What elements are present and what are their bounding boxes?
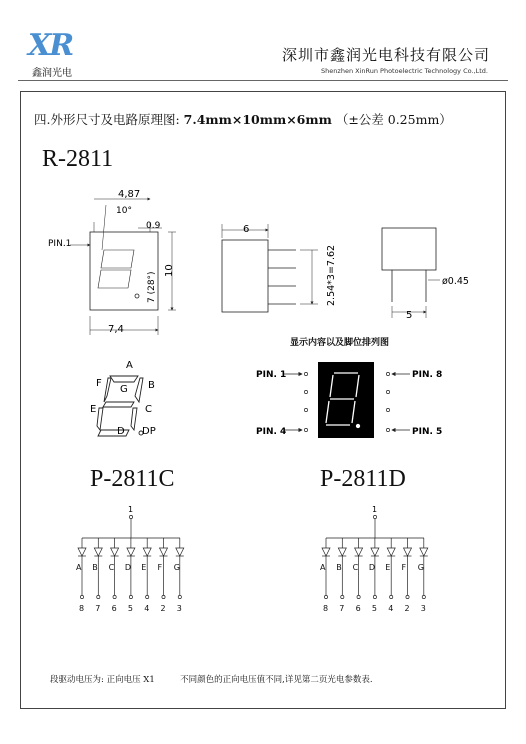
footer-note-left: 段驱动电压为: 正向电压 X1 — [50, 675, 155, 685]
circuit-d-segment-label: E — [385, 563, 391, 572]
pin-label-8: PIN. 8 — [412, 370, 443, 380]
circuit-d-pin-number: 7 — [339, 604, 345, 613]
dim-10deg: 10° — [116, 206, 132, 216]
circuit-c-segment-label: A — [76, 563, 82, 572]
circuit-c-pin-number: 6 — [111, 604, 117, 613]
circuit-d-diode-g — [420, 548, 428, 556]
circuit-c-common-pin: 1 — [128, 505, 134, 514]
dim-09: 0.9 — [146, 221, 161, 231]
circuit-d-segment-label: F — [401, 563, 407, 572]
company-logo-text: 鑫润光电 — [32, 68, 72, 79]
circuit-d-segment-label: C — [352, 563, 359, 572]
circuit-c-segment-label: G — [173, 563, 181, 572]
circuit-c-pin-number: 2 — [160, 604, 166, 613]
segment-label-d: D — [117, 426, 125, 437]
pin-diagram-title: 显示内容以及脚位排列图 — [290, 338, 390, 348]
circuit-c-diode-d — [127, 548, 135, 556]
dim-6: 6 — [243, 224, 250, 235]
circuit-d-pin-terminal — [357, 595, 360, 598]
pin-label-4: PIN. 4 — [256, 427, 287, 437]
circuit-c-pin-terminal — [146, 595, 149, 598]
segment-label-f: F — [96, 378, 102, 389]
dim-28: 7 (28°) — [147, 271, 157, 303]
circuit-c-pin-number: 7 — [95, 604, 101, 613]
circuit-c-diode-a — [78, 548, 86, 556]
circuit-c-pin-terminal — [162, 595, 165, 598]
pin1-label: PIN.1 — [48, 239, 72, 249]
circuit-c-pin-terminal — [178, 595, 181, 598]
circuit-c-pin-number: 3 — [176, 604, 182, 613]
circuit-d-pin-number: 4 — [388, 604, 394, 613]
circuit-d-diode-c — [355, 548, 363, 556]
model-title-common-anode: P-2811C — [90, 466, 175, 492]
circuit-c-diode-f — [160, 548, 168, 556]
dim-74: 7,4 — [108, 324, 124, 335]
circuit-d-segment-label: G — [417, 563, 425, 572]
circuit-d-pin-terminal — [422, 595, 425, 598]
dim-5: 5 — [406, 310, 413, 321]
section-title-tolerance: （±公差 0.25mm） — [335, 112, 452, 127]
circuit-d-diode-b — [338, 548, 346, 556]
dim-045: ø0.45 — [442, 276, 469, 287]
dim-pitch: 2.54*3=7.62 — [326, 244, 337, 306]
circuit-d-pin-terminal — [390, 595, 393, 598]
company-logo-mark: XR — [28, 28, 73, 63]
top-view — [382, 228, 440, 318]
circuit-common-cathode — [322, 515, 428, 598]
dim-10: 10 — [164, 264, 175, 277]
pin-arrangement — [284, 362, 410, 438]
circuit-c-diode-e — [143, 548, 151, 556]
company-name-cn: 深圳市鑫润光电科技有限公司 — [281, 46, 490, 64]
circuit-d-diode-a — [322, 548, 330, 556]
segment-label-g: G — [120, 384, 128, 395]
circuit-c-segment-label: C — [108, 563, 115, 572]
circuit-c-segment-label: B — [92, 563, 98, 572]
circuit-d-segment-label: D — [368, 563, 376, 572]
segment-label-e: E — [90, 404, 97, 415]
circuit-c-pin-number: 4 — [144, 604, 150, 613]
model-title: R-2811 — [42, 146, 114, 172]
circuit-c-segment-label: F — [157, 563, 163, 572]
front-view — [70, 199, 176, 335]
circuit-c-segment-label: D — [124, 563, 132, 572]
section-title-prefix: 四.外形尺寸及电路原理图: — [34, 112, 184, 127]
circuit-common-anode — [78, 515, 184, 598]
circuit-d-common-pin: 1 — [372, 505, 378, 514]
circuit-c-pin-terminal — [80, 595, 83, 598]
circuit-d-pin-terminal — [324, 595, 327, 598]
circuit-c-pin-number: 5 — [127, 604, 133, 613]
segment-label-b: B — [148, 380, 155, 391]
side-view — [222, 224, 318, 312]
circuit-d-diode-d — [371, 548, 379, 556]
circuit-c-pin-terminal — [129, 595, 132, 598]
segment-label-dp: DP — [142, 426, 156, 437]
segment-label-c: C — [145, 404, 152, 415]
circuit-d-diode-e — [387, 548, 395, 556]
circuit-d-pin-number: 5 — [371, 604, 377, 613]
pin-label-1: PIN. 1 — [256, 370, 287, 380]
circuit-c-pin-number: 8 — [79, 604, 85, 613]
footer-note-right: 不同颜色的正向电压值不同,详见第二页光电参数表. — [180, 675, 373, 685]
section-title-dims: 7.4mm×10mm×6mm — [183, 112, 332, 127]
dim-487: 4,87 — [118, 189, 141, 200]
circuit-d-segment-label: A — [320, 563, 326, 572]
circuit-d-segment-label: B — [336, 563, 342, 572]
pin-label-5: PIN. 5 — [412, 427, 443, 437]
circuit-c-pin-terminal — [113, 595, 116, 598]
circuit-c-diode-b — [94, 548, 102, 556]
circuit-d-pin-number: 3 — [420, 604, 426, 613]
circuit-d-pin-number: 6 — [355, 604, 361, 613]
circuit-c-segment-label: E — [141, 563, 147, 572]
circuit-d-pin-number: 8 — [323, 604, 329, 613]
circuit-c-diode-g — [176, 548, 184, 556]
model-title-common-cathode: P-2811D — [320, 466, 406, 492]
circuit-c-pin-terminal — [97, 595, 100, 598]
company-name-en: Shenzhen XinRun Photoelectric Technology Co.,Ltd. — [321, 67, 488, 75]
circuit-d-diode-f — [404, 548, 412, 556]
circuit-d-pin-number: 2 — [404, 604, 410, 613]
circuit-d-pin-terminal — [373, 595, 376, 598]
circuit-d-pin-terminal — [406, 595, 409, 598]
segment-label-a: A — [126, 360, 133, 371]
footer-note — [50, 673, 373, 685]
circuit-d-pin-terminal — [341, 595, 344, 598]
circuit-c-diode-c — [111, 548, 119, 556]
